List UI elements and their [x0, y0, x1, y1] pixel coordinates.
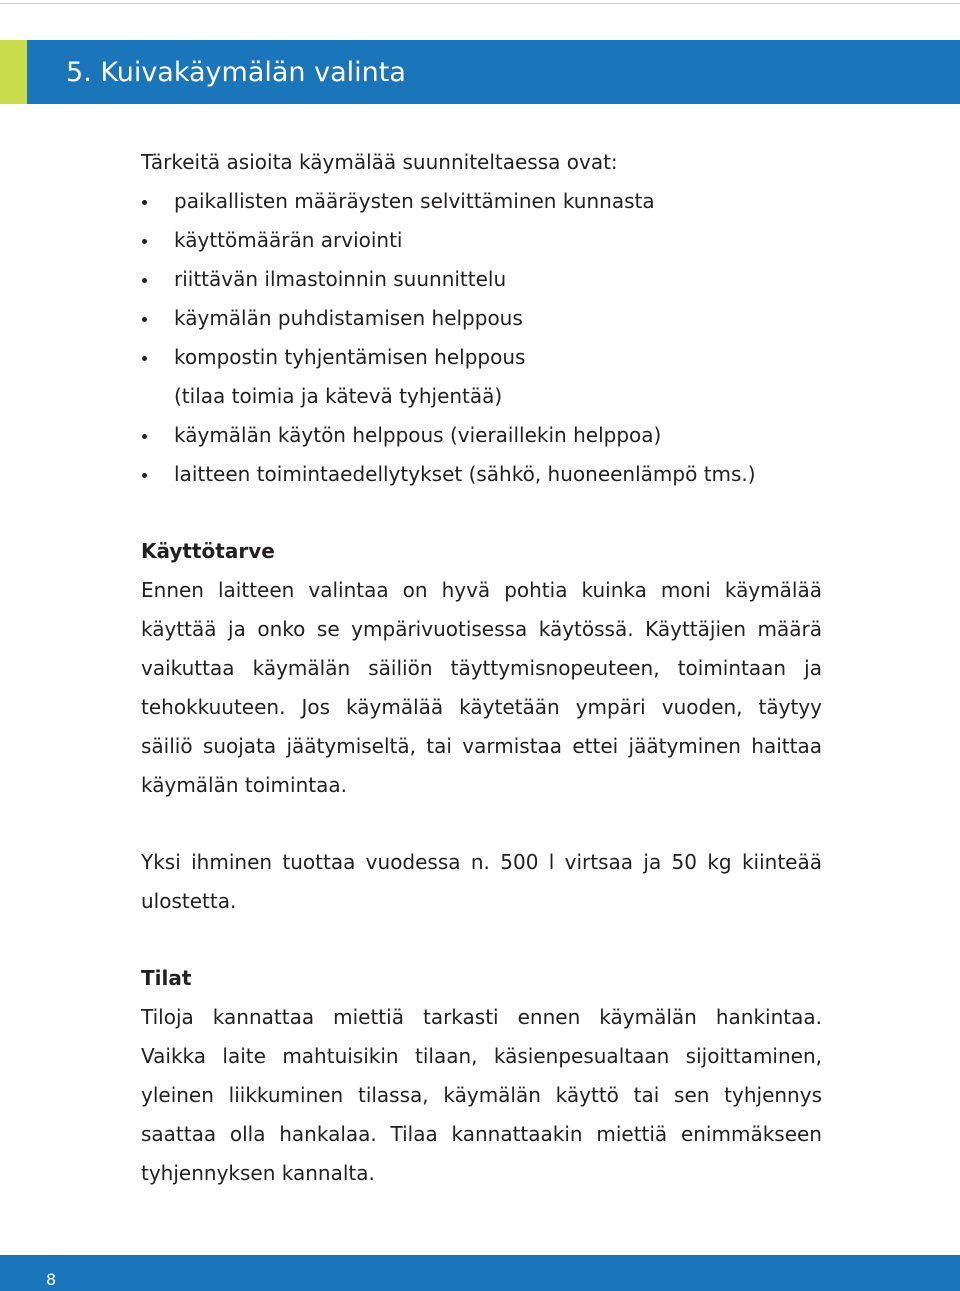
list-item: [141, 221, 822, 260]
intro-lead: Tärkeitä asioita käymälää suunniteltaessa ovat:: [141, 150, 618, 174]
section-heading-kayttotarve: Käyttötarve: [141, 539, 275, 563]
list-item: [141, 416, 822, 455]
requirements-list: [141, 182, 822, 494]
list-item: [141, 299, 822, 338]
paragraph-spacer: [141, 805, 822, 843]
list-item: [141, 455, 822, 494]
list-item: [141, 260, 822, 299]
list-item-continuation: [141, 377, 822, 416]
paragraph-line: Ennen laitteen valintaa on hyvä pohtia kuinka moni käymälää: [141, 578, 822, 602]
list-item-text: riittävän ilmastoinnin suunnittelu: [174, 267, 507, 291]
section-heading-tilat: Tilat: [141, 966, 192, 990]
paragraph-line: ulostetta.: [141, 889, 237, 913]
header-accent-bar: [0, 40, 27, 104]
list-item-text: (tilaa toimia ja kätevä tyhjentää): [174, 384, 503, 408]
top-rule: [0, 3, 960, 4]
list-item: [141, 182, 822, 221]
paragraph-line: saattaa olla hankalaa. Tilaa kannattaakin miettiä enimmäkseen: [141, 1122, 822, 1146]
list-item-text: paikallisten määräysten selvittäminen kunnasta: [174, 189, 655, 213]
output-paragraph: [141, 843, 822, 921]
bullet-icon: [142, 473, 147, 478]
bullet-icon: [142, 356, 147, 361]
chapter-title: 5. Kuivakäymälän valinta: [66, 57, 406, 88]
page-content: [141, 143, 822, 1193]
paragraph-line: vaikuttaa käymälän säiliön täyttymisnopeuteen, toimintaan ja: [141, 656, 822, 680]
kayttotarve-paragraph: [141, 571, 822, 805]
paragraph-line: Yksi ihminen tuottaa vuodessa n. 500 l virtsaa ja 50 kg kiinteää: [141, 850, 822, 874]
bullet-icon: [142, 317, 147, 322]
paragraph-line: säiliö suojata jäätymiseltä, tai varmistaa ettei jäätyminen haittaa: [141, 734, 822, 758]
bullet-icon: [142, 278, 147, 283]
footer-band: [0, 1255, 960, 1291]
tilat-paragraph: [141, 998, 822, 1193]
bullet-icon: [142, 239, 147, 244]
list-item-text: käymälän puhdistamisen helppous: [174, 306, 523, 330]
list-item-text: käymälän käytön helppous (vieraillekin helppoa): [174, 423, 662, 447]
paragraph-line: tehokkuuteen. Jos käymälää käytetään ympäri vuoden, täytyy: [141, 695, 822, 719]
paragraph-line: tyhjennyksen kannalta.: [141, 1161, 375, 1185]
list-item: [141, 338, 822, 377]
bullet-icon: [142, 434, 147, 439]
paragraph-line: käymälän toimintaa.: [141, 773, 347, 797]
page-number: 8: [46, 1270, 57, 1289]
paragraph-line: yleinen liikkuminen tilassa, käymälän käyttö tai sen tyhjennys: [141, 1083, 822, 1107]
chapter-header: [0, 40, 960, 104]
list-item-text: käyttömäärän arviointi: [174, 228, 403, 252]
bullet-icon: [142, 200, 147, 205]
list-item-text: laitteen toimintaedellytykset (sähkö, huoneenlämpö tms.): [174, 462, 756, 486]
list-item-text: kompostin tyhjentämisen helppous: [174, 345, 526, 369]
paragraph-line: käyttää ja onko se ympärivuotisessa käytössä. Käyttäjien määrä: [141, 617, 822, 641]
paragraph-line: Tiloja kannattaa miettiä tarkasti ennen käymälän hankintaa.: [141, 1005, 822, 1029]
paragraph-line: Vaikka laite mahtuisikin tilaan, käsienpesualtaan sijoittaminen,: [141, 1044, 822, 1068]
